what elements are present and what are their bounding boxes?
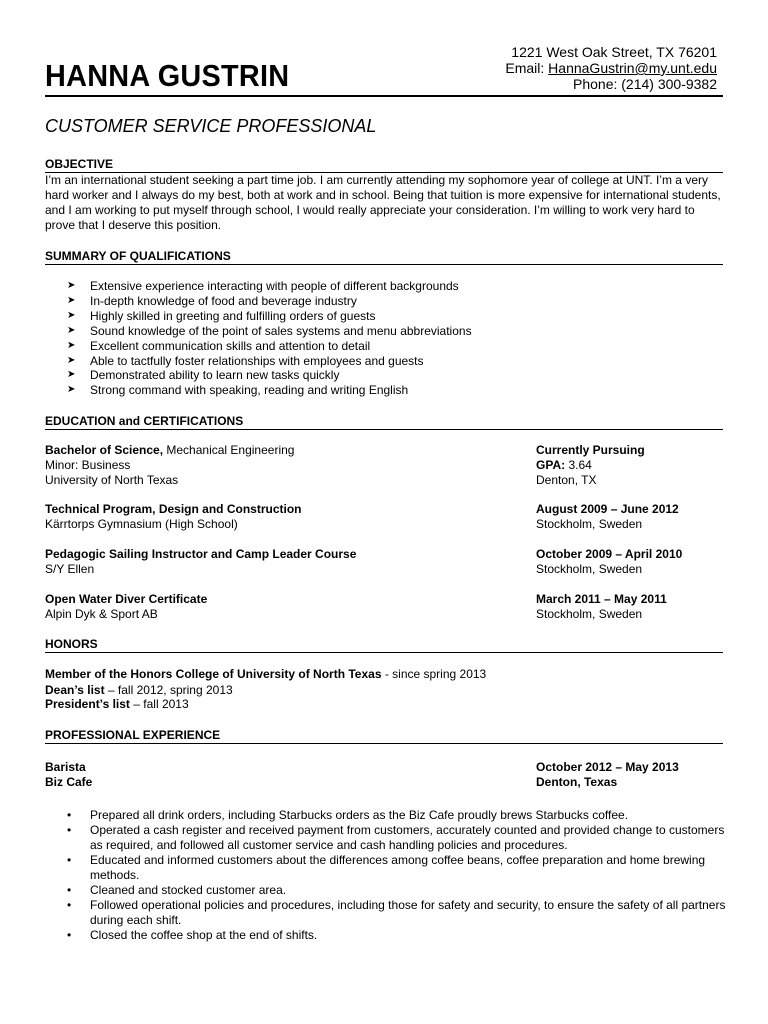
program-dates: March 2011 – May 2011 <box>536 592 667 606</box>
list-item: ➤ Extensive experience interacting with people of different backgrounds <box>67 279 459 293</box>
header-divider <box>45 95 723 97</box>
education-location: Denton, TX <box>536 473 597 487</box>
phone: Phone: (214) 300-9382 <box>573 76 717 92</box>
list-item: ➤ Sound knowledge of the point of sales systems and menu abbreviations <box>67 323 472 338</box>
program-title: Open Water Diver Certificate <box>45 592 208 606</box>
program-institution: Alpin Dyk & Sport AB <box>45 607 158 621</box>
arrow-bullet-icon: ➤ <box>67 309 76 321</box>
arrow-bullet-icon: ➤ <box>67 354 76 366</box>
program-institution: S/Y Ellen <box>45 562 95 576</box>
qualifications-heading: SUMMARY OF QUALIFICATIONS <box>45 249 723 265</box>
list-item: ➤ Able to tactfully foster relationships with employees and guests <box>67 353 424 368</box>
program-location: Stockholm, Sweden <box>536 517 643 531</box>
qualifications-list <box>67 279 472 398</box>
bullet-icon: • <box>67 928 72 942</box>
contact-block <box>505 44 717 92</box>
list-item: • Operated a cash register and received payment from customers, accurately counted and provided change to customers as required, and followed all customer service and cash handling policies and procedures. <box>67 823 725 852</box>
job-title: Barista <box>45 760 86 774</box>
list-item: • Cleaned and stocked customer area. <box>67 883 287 897</box>
arrow-bullet-icon: ➤ <box>67 384 76 396</box>
bullet-icon: • <box>67 808 72 822</box>
program-institution: Kärrtorps Gymnasium (High School) <box>45 517 238 531</box>
degree-title: Bachelor of Science, <box>45 443 164 457</box>
arrow-bullet-icon: ➤ <box>67 280 76 291</box>
program-title: Pedagogic Sailing Instructor and Camp Leader Course <box>45 547 357 561</box>
email-line <box>505 60 717 76</box>
employer-name: Biz Cafe <box>45 775 93 789</box>
degree-field: Mechanical Engineering <box>163 443 295 457</box>
gpa-value: 3.64 <box>565 458 592 472</box>
gpa-label: GPA: <box>536 458 566 472</box>
arrow-bullet-icon: ➤ <box>67 294 76 306</box>
arrow-bullet-icon: ➤ <box>67 369 76 381</box>
honor-item: Member of the Honors College of University of North Texas - since spring 2013 <box>45 667 487 681</box>
email-label: Email: <box>505 60 549 76</box>
job-duties-list <box>67 808 727 943</box>
honor-item: President’s list – fall 2013 <box>45 697 189 711</box>
bullet-icon: • <box>67 823 72 837</box>
job-location: Denton, Texas <box>536 775 618 789</box>
school-name: University of North Texas <box>45 473 179 487</box>
professional-headline: CUSTOMER SERVICE PROFESSIONAL <box>45 116 377 136</box>
program-dates: October 2009 – April 2010 <box>536 547 683 561</box>
honors-heading: HONORS <box>45 637 723 653</box>
email-link[interactable]: HannaGustrin@my.unt.edu <box>548 60 717 76</box>
program-dates: August 2009 – June 2012 <box>536 502 679 516</box>
job-dates: October 2012 – May 2013 <box>536 760 679 774</box>
list-item: • Followed operational policies and procedures, including those for safety and security, to ensure the safety of all partners during each shift. <box>67 898 726 927</box>
list-item: ➤ Strong command with speaking, reading and writing English <box>67 383 409 398</box>
bullet-icon: • <box>67 853 72 867</box>
education-heading: EDUCATION and CERTIFICATIONS <box>45 414 723 430</box>
list-item: ➤ In-depth knowledge of food and beverage industry <box>67 293 357 308</box>
applicant-name: HANNA GUSTRIN <box>45 58 290 93</box>
experience-heading: PROFESSIONAL EXPERIENCE <box>45 728 723 744</box>
list-item: ➤ Highly skilled in greeting and fulfilling orders of guests <box>67 308 376 323</box>
degree-minor: Minor: Business <box>45 458 131 472</box>
program-location: Stockholm, Sweden <box>536 607 643 621</box>
list-item: • Prepared all drink orders, including Starbucks orders as the Biz Cafe proudly brews Starbucks coffee. <box>67 808 629 822</box>
bullet-icon: • <box>67 883 72 897</box>
arrow-bullet-icon: ➤ <box>67 324 76 336</box>
list-item: • Educated and informed customers about the differences among coffee beans, coffee preparation and home brewing methods. <box>67 853 706 882</box>
honor-item: Dean’s list – fall 2012, spring 2013 <box>45 683 233 697</box>
bullet-icon: • <box>67 898 72 912</box>
objective-text: I’m an international student seeking a part time job. I am currently attending my sophomore year of college at UNT. I’m a very hard worker and I always do my best, both at work and in school. Being that tuition is more expensive for international students, and I am working to put myself through school, I would really appreciate your consideration. I’m willing to work very hard to prove that I deserve this position. <box>45 173 721 232</box>
objective-heading: OBJECTIVE <box>45 157 723 173</box>
list-item: ➤ Excellent communication skills and attention to detail <box>67 338 371 353</box>
address: 1221 West Oak Street, TX 76201 <box>511 44 717 60</box>
list-item: • Closed the coffee shop at the end of shifts. <box>67 928 318 942</box>
program-location: Stockholm, Sweden <box>536 562 643 576</box>
education-status: Currently Pursuing <box>536 443 645 457</box>
arrow-bullet-icon: ➤ <box>67 339 76 351</box>
list-item: ➤ Demonstrated ability to learn new tasks quickly <box>67 368 340 383</box>
program-title: Technical Program, Design and Construction <box>45 502 302 516</box>
